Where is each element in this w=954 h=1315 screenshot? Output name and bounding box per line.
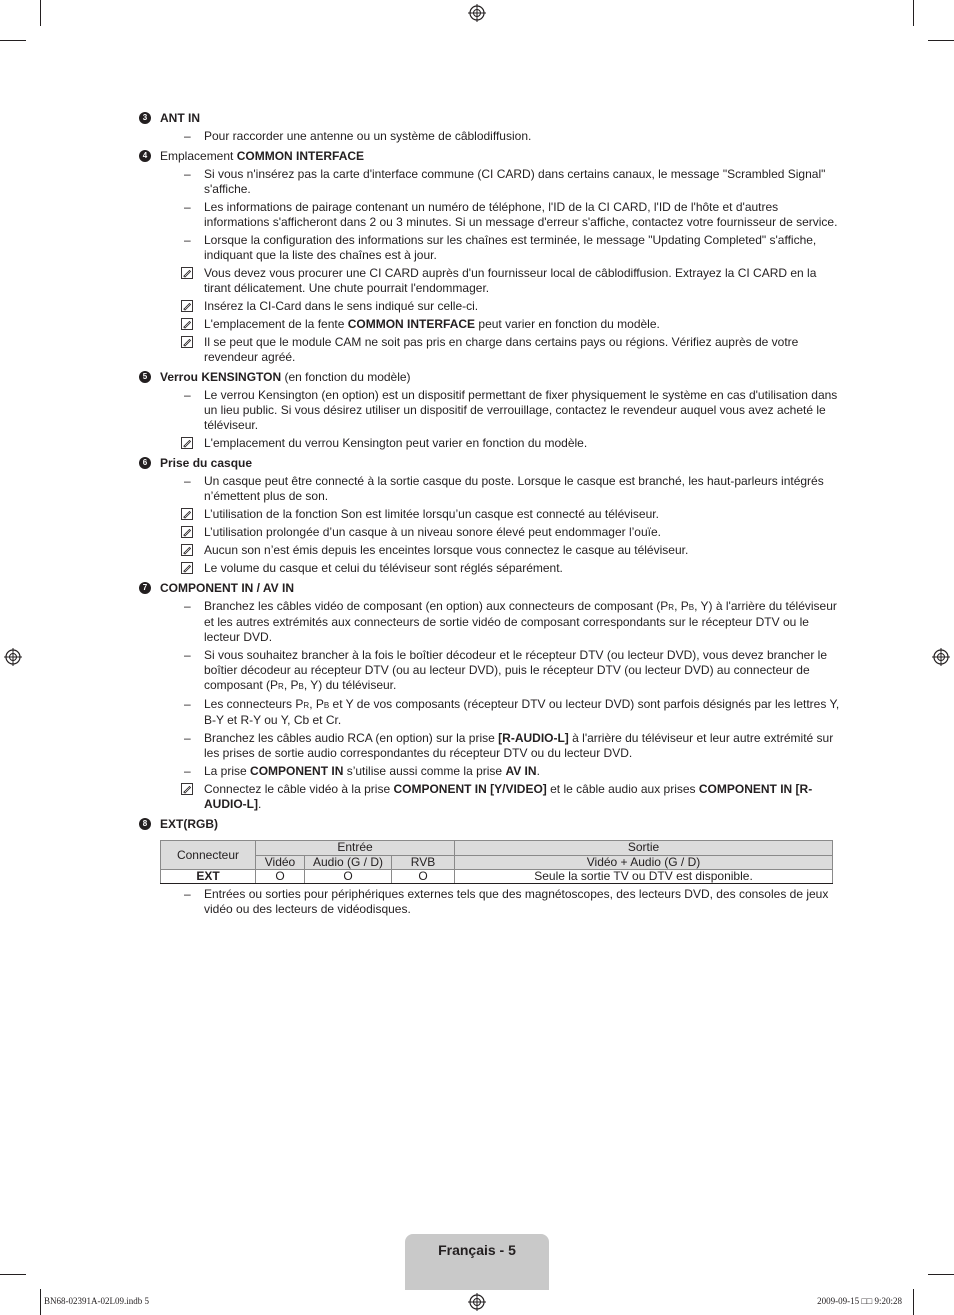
header-rvb: RVB — [392, 855, 455, 870]
cell-audio: O — [305, 870, 392, 884]
section-title — [160, 111, 841, 126]
text-run: L’utilisation prolongée d’un casque à un niveau sonore élevé peut endommager l’ouïe. — [204, 525, 661, 539]
text-run: Branchez les câbles vidéo de composant (en option) aux connecteurs de composant (P — [204, 599, 669, 613]
note-item — [160, 525, 841, 540]
section-title — [160, 149, 841, 164]
section — [139, 456, 841, 576]
item-text — [204, 561, 563, 575]
table-subheader-row — [161, 855, 833, 870]
header-connecteur: Connecteur — [161, 841, 256, 870]
item-text — [204, 648, 827, 692]
crop-mark — [40, 1289, 41, 1315]
text-run: , Y) du téléviseur. — [303, 678, 397, 692]
table-row — [161, 870, 833, 884]
item-text — [204, 233, 816, 262]
text-run: Pour raccorder une antenne ou un système de câblodiffusion. — [204, 129, 532, 143]
text-run: Branchez les câbles audio RCA (en option) sur la prise — [204, 731, 499, 745]
bold-text: [R-AUDIO-L] — [498, 731, 569, 745]
list-item — [160, 887, 841, 917]
subscript-text: R — [668, 603, 675, 612]
text-run: à l'arrière du téléviseur et leur autre extrémité sur les prises de sortie audio correspondantes du récepteur DTV ou du lecteur DVD. — [204, 731, 834, 760]
text-run: Vous devez vous procurer une CI CARD auprès d'un fournisseur local de câblodiffusion. Extrayez la CI CARD en la tirant délicatement. Une chute pourrait l'endommager. — [204, 266, 817, 295]
registration-mark-icon — [468, 4, 486, 22]
after-table-text: Entrées ou sorties pour périphériques externes tels que des magnétoscopes, des lecteurs DVD, des consoles de jeux vidéo ou des lecteurs de vidéodisques. — [204, 887, 829, 916]
cell-sortie: Seule la sortie TV ou DTV est disponible. — [455, 870, 833, 884]
section-number-badge: 4 — [139, 150, 151, 162]
text-run: Les informations de pairage contenant un numéro de téléphone, l'ID de la CI CARD, l'ID de l'hôte et d'autres informations s'afficheront dans 2 ou 3 minutes. Si un message d'erreur s'affiche, contactez votre fournisseur de service. — [204, 200, 838, 229]
section-list — [139, 111, 841, 832]
list-item — [160, 388, 841, 433]
bold-text: COMMON INTERFACE — [347, 317, 476, 331]
text-run: La prise — [204, 764, 251, 778]
subscript-text: B — [298, 682, 304, 691]
section — [139, 581, 841, 812]
text-run: Le verrou Kensington (en option) est un dispositif permettant de fixer physiquement le système en cas d'utilisation dans un lieu public. Si vous désirez utiliser un dispositif de verrouillage, contactez le revendeur auquel vous avez acheté le téléviseur. — [204, 388, 838, 432]
section-title — [160, 370, 841, 385]
bold-text: Verrou KENSINGTON — [160, 370, 282, 384]
section-title — [160, 817, 841, 832]
dash-bullet: – — [184, 200, 191, 214]
text-run: (en fonction du modèle) — [281, 370, 411, 384]
note-item — [160, 507, 841, 522]
cell-rvb: O — [392, 870, 455, 884]
document-content — [139, 111, 841, 920]
dash-bullet: – — [184, 474, 191, 488]
section-number-badge: 5 — [139, 371, 151, 383]
slug-left: BN68-02391A-02L09.indb 5 — [44, 1296, 149, 1306]
text-run: , P — [309, 697, 324, 711]
text-run: L'emplacement de la fente — [204, 317, 348, 331]
item-text — [204, 388, 837, 432]
bold-text: COMPONENT IN / AV IN — [160, 581, 295, 595]
slug-right: 2009-09-15 □□ 9:20:28 — [817, 1296, 902, 1306]
text-run: Il se peut que le module CAM ne soit pas pris en charge dans certains pays ou régions. Vérifiez auprès de votre revendeur agréé. — [204, 335, 799, 364]
dash-bullet: – — [184, 233, 191, 247]
text-run: et le câble audio aux prises — [546, 782, 699, 796]
text-run: Connectez le câble vidéo à la prise — [204, 782, 394, 796]
item-text — [204, 299, 478, 313]
table-header-row — [161, 841, 833, 856]
note-item — [160, 561, 841, 576]
registration-mark-icon — [468, 1293, 486, 1311]
header-sortie: Sortie — [455, 841, 833, 856]
crop-mark — [913, 0, 914, 26]
bold-text: COMPONENT IN — [250, 764, 344, 778]
note-icon — [181, 336, 193, 348]
text-run: Lorsque la configuration des informations sur les chaînes est terminée, le message "Updating Completed" s'affiche, indiquant que la liste des chaînes est à jour. — [204, 233, 817, 262]
dash-bullet: – — [184, 167, 191, 181]
item-text — [204, 697, 839, 727]
section-number-badge: 7 — [139, 582, 151, 594]
item-text — [204, 436, 587, 450]
text-run: . — [258, 797, 262, 811]
section-number-badge: 8 — [139, 818, 151, 830]
text-run: , P — [283, 678, 299, 692]
item-text — [204, 764, 540, 778]
cell-ext: EXT — [161, 870, 256, 884]
section — [139, 370, 841, 451]
header-video: Vidéo — [256, 855, 305, 870]
page-number-label: Français - 5 — [438, 1242, 516, 1258]
note-icon — [181, 526, 193, 538]
note-item — [160, 543, 841, 558]
note-icon — [181, 544, 193, 556]
section-title — [160, 456, 841, 471]
list-item — [160, 474, 841, 504]
section — [139, 149, 841, 365]
list-item — [160, 129, 841, 144]
bold-text: AV IN — [505, 764, 537, 778]
crop-mark — [928, 1274, 954, 1275]
bold-text: COMPONENT IN [Y/VIDEO] — [393, 782, 547, 796]
dash-bullet: – — [184, 129, 191, 143]
dash-bullet: – — [184, 887, 191, 901]
section — [139, 111, 841, 144]
dash-bullet: – — [184, 731, 191, 745]
item-text — [204, 543, 688, 557]
note-item — [160, 266, 841, 296]
bold-text: Prise du casque — [160, 456, 253, 470]
section-number-badge: 3 — [139, 112, 151, 124]
dash-bullet: – — [184, 648, 191, 662]
text-run: et Y de vos composants (récepteur DTV ou lecteur DVD) sont parfois désignés par les lettres Y, B-Y et R-Y ou Y, Cb et Cr. — [204, 697, 840, 727]
text-run: L'emplacement du verrou Kensington peut varier en fonction du modèle. — [204, 436, 588, 450]
item-text — [204, 474, 824, 503]
note-icon — [181, 508, 193, 520]
text-run: peut varier en fonction du modèle. — [475, 317, 660, 331]
text-run: Les connecteurs P — [204, 697, 304, 711]
header-audio: Audio (G / D) — [305, 855, 392, 870]
text-run: L’utilisation de la fonction Son est limitée lorsqu’un casque est connecté au téléviseur. — [204, 507, 659, 521]
header-entree: Entrée — [256, 841, 455, 856]
subscript-text: R — [303, 701, 310, 710]
item-text — [204, 782, 812, 811]
list-item — [160, 648, 841, 694]
item-text — [204, 317, 660, 331]
text-run: Aucun son n’est émis depuis les enceintes lorsque vous connectez le casque au téléviseur. — [204, 543, 689, 557]
list-item — [160, 200, 841, 230]
bold-text: COMMON INTERFACE — [236, 149, 365, 163]
crop-mark — [0, 1274, 26, 1275]
crop-mark — [40, 0, 41, 26]
item-text — [204, 525, 661, 539]
text-run: Insérez la CI-Card dans le sens indiqué sur celle-ci. — [204, 299, 479, 313]
text-run: Si vous souhaitez brancher à la fois le boîtier décodeur et le récepteur DTV (ou lecteur DVD), vous devez brancher le boîtier décodeur au récepteur DTV (ou au lecteur DVD), puis le récepteur DTV (ou lecteur DVD) au connecteur de composant (P — [204, 648, 827, 692]
list-item — [160, 697, 841, 728]
cell-video: O — [256, 870, 305, 884]
list-item — [160, 764, 841, 779]
note-icon — [181, 562, 193, 574]
note-icon — [181, 300, 193, 312]
after-table-block — [139, 887, 841, 917]
dash-bullet: – — [184, 764, 191, 778]
text-run: Le volume du casque et celui du téléviseur sont réglés séparément. — [204, 561, 563, 575]
dash-bullet: – — [184, 388, 191, 402]
section-title — [160, 581, 841, 596]
list-item — [160, 233, 841, 263]
text-run: , Y) à l'arrière du téléviseur et les autres extrémités aux connecteurs de sortie vidéo de composant correspondants sur le récepteur DTV ou le lecteur DVD. — [204, 599, 837, 644]
dash-bullet: – — [184, 697, 191, 711]
ext-rgb-table — [160, 840, 833, 884]
note-icon — [181, 437, 193, 449]
item-text — [204, 731, 833, 760]
bold-text: EXT(RGB) — [160, 817, 218, 831]
subscript-text: B — [688, 603, 695, 612]
subscript-text: B — [323, 701, 330, 710]
subscript-text: R — [278, 682, 284, 691]
bold-text: ANT IN — [160, 111, 200, 125]
note-item — [160, 782, 841, 812]
list-item — [160, 731, 841, 761]
text-run: , P — [674, 599, 689, 613]
list-item — [160, 599, 841, 645]
note-item — [160, 436, 841, 451]
registration-mark-icon — [4, 648, 22, 666]
item-text — [204, 167, 825, 196]
item-text — [204, 266, 816, 295]
text-run: Emplacement — [160, 149, 237, 163]
note-icon — [181, 318, 193, 330]
section-number-badge: 6 — [139, 457, 151, 469]
item-text — [204, 599, 837, 644]
note-icon — [181, 783, 193, 795]
item-text — [204, 200, 837, 229]
list-item — [160, 167, 841, 197]
note-icon — [181, 267, 193, 279]
dash-bullet: – — [184, 599, 191, 613]
crop-mark — [928, 40, 954, 41]
header-sortie-sub: Vidéo + Audio (G / D) — [455, 855, 833, 870]
section — [139, 817, 841, 832]
note-item — [160, 299, 841, 314]
note-item — [160, 335, 841, 365]
item-text — [204, 507, 659, 521]
bold-text: COMPONENT IN [R-AUDIO-L] — [204, 782, 813, 811]
item-text — [204, 335, 798, 364]
registration-mark-icon — [932, 648, 950, 666]
text-run: s’utilise aussi comme la prise — [343, 764, 506, 778]
note-item — [160, 317, 841, 332]
text-run: Si vous n'insérez pas la carte d'interface commune (CI CARD) dans certains canaux, le message "Scrambled Signal" s'affiche. — [204, 167, 826, 196]
item-text — [204, 129, 531, 143]
crop-mark — [0, 40, 26, 41]
crop-mark — [913, 1289, 914, 1315]
text-run: . — [536, 764, 540, 778]
text-run: Un casque peut être connecté à la sortie casque du poste. Lorsque le casque est branché, les haut-parleurs intégrés n’émettent plus de son. — [204, 474, 824, 503]
